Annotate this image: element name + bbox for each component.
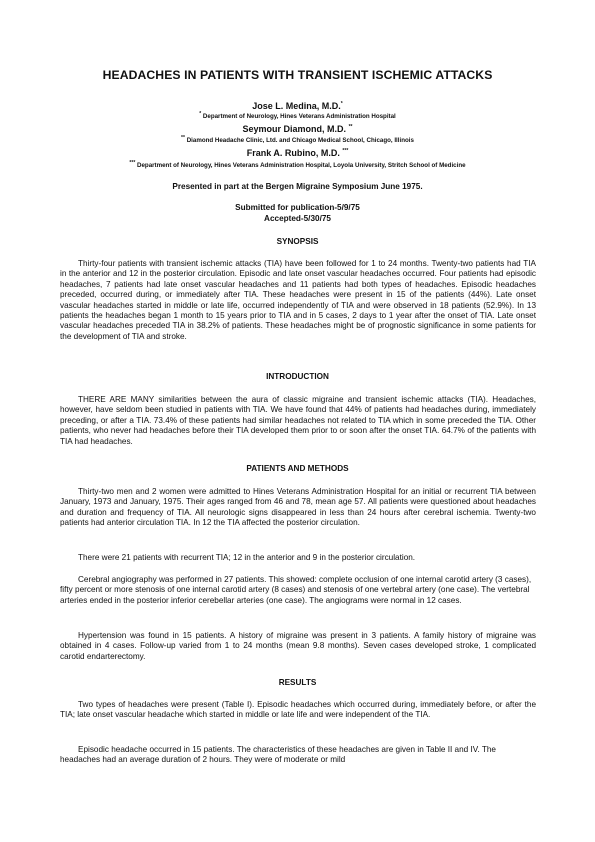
author-2-name: Seymour Diamond, M.D. ** (242, 124, 353, 134)
submitted-date: Submitted for publication-5/9/75 (235, 203, 360, 212)
author-1-affiliation: * Department of Neurology, Hines Veterans Administration Hospital (199, 110, 396, 120)
accepted-date: Accepted-5/30/75 (264, 214, 331, 223)
methods-heading: PATIENTS AND METHODS (246, 464, 349, 473)
author-2-affiliation: ** Diamond Headache Clinic, Ltd. and Chicago Medical School, Chicago, Illinois (181, 134, 414, 144)
methods-paragraph-1: Thirty-two men and 2 women were admitted to Hines Veterans Administration Hospital for an initial or recurrent TIA between January, 1973 and January, 1975. Their ages ranged from 46 and 78, mean age 57. All patients were questioned about headaches and duration and frequency of TIA. All neurologic signs disappeared in less than 24 hours after cerebral ischemia. Twenty-two patients had anterior circulation TIA. In 12 the TIA affected the posterior circulation. (60, 487, 536, 528)
methods-paragraph-4: Hypertension was found in 15 patients. A history of migraine was present in 3 patients. A family history of migraine was obtained in 4 cases. Follow-up varied from 1 to 24 months (mean 9.8 months). Seven cases developed stroke, 1 complicated carotid endarterectomy. (60, 631, 536, 661)
author-3-name: Frank A. Rubino, M.D. *** (246, 148, 349, 158)
author-3-affiliation: *** Department of Neurology, Hines Veterans Administration Hospital, Loyola University, Stritch School of Medicine (129, 159, 466, 169)
introduction-heading: INTRODUCTION (266, 372, 329, 381)
methods-paragraph-2: There were 21 patients with recurrent TIA; 12 in the anterior and 9 in the posterior circulation. (78, 553, 416, 562)
results-paragraph-2: Episodic headache occurred in 15 patients. The characteristics of these headaches are given in Table II and IV. The headaches had an average duration of 2 hours. They were of moderate or mild (60, 745, 496, 765)
presented-note: Presented in part at the Bergen Migraine Symposium June 1975. (172, 182, 423, 191)
synopsis-heading: SYNOPSIS (276, 237, 319, 246)
results-heading: RESULTS (278, 678, 317, 687)
introduction-paragraph: THERE ARE MANY similarities between the aura of classic migraine and transient ischemic attacks (TIA). Headaches, however, have seldom been studied in patients with TIA. We have found that 44% of patients had headaches during, immediately preceding, or after a TIA. 73.4% of these patients had similar headaches not related to TIA which in some preceded the TIA. Other patients, who never had headaches before their TIA developed them prior to or soon after the onset TIA. 64.7% of the patients with TIA had headaches. (60, 395, 536, 446)
paper-title: HEADACHES IN PATIENTS WITH TRANSIENT ISCHEMIC ATTACKS (102, 68, 493, 82)
synopsis-paragraph: Thirty-four patients with transient ischemic attacks (TIA) have been followed for 1 to 24 months. Twenty-two patients had TIA in the anterior and 12 in the posterior circulation. Episodic and late onset vascular headaches occurred. Four patients had episodic headaches, 7 patients had late onset vascular headaches and 11 patients had both types of headaches. Episodic headaches preceded, occurred during, or immediately after TIA. These headaches were present in 15 of the patients (44%). Late onset vascular headaches started in middle or late life, occurred independently of TIA and were observed in 18 patients (52.9%). In 13 patients the headaches began 1 month to 15 years prior to TIA and in 5 cases, 2 days to 1 year after the onset of TIA. Late onset vascular headaches preceded TIA in 38.2% of patients. These headaches might be of prognostic significance in some patients for the development of TIA and stroke. (60, 259, 536, 341)
methods-paragraph-3: Cerebral angiography was performed in 27 patients. This showed: complete occlusion of one internal carotid artery (3 cases), fifty percent or more stenosis of one internal carotid artery (8 cases) and stenosis of one vertebral artery (one case). The vertebral arteries ended in the posterior inferior cerebellar arteries (one case). The angiograms were normal in 12 cases. (60, 575, 532, 605)
author-1-name: Jose L. Medina, M.D.* (252, 101, 343, 111)
results-paragraph-1: Two types of headaches were present (Table I). Episodic headaches which occurred during, immediately before, or after the TIA; late onset vascular headache which started in middle or late life and were independent of the TIA. (60, 700, 536, 720)
